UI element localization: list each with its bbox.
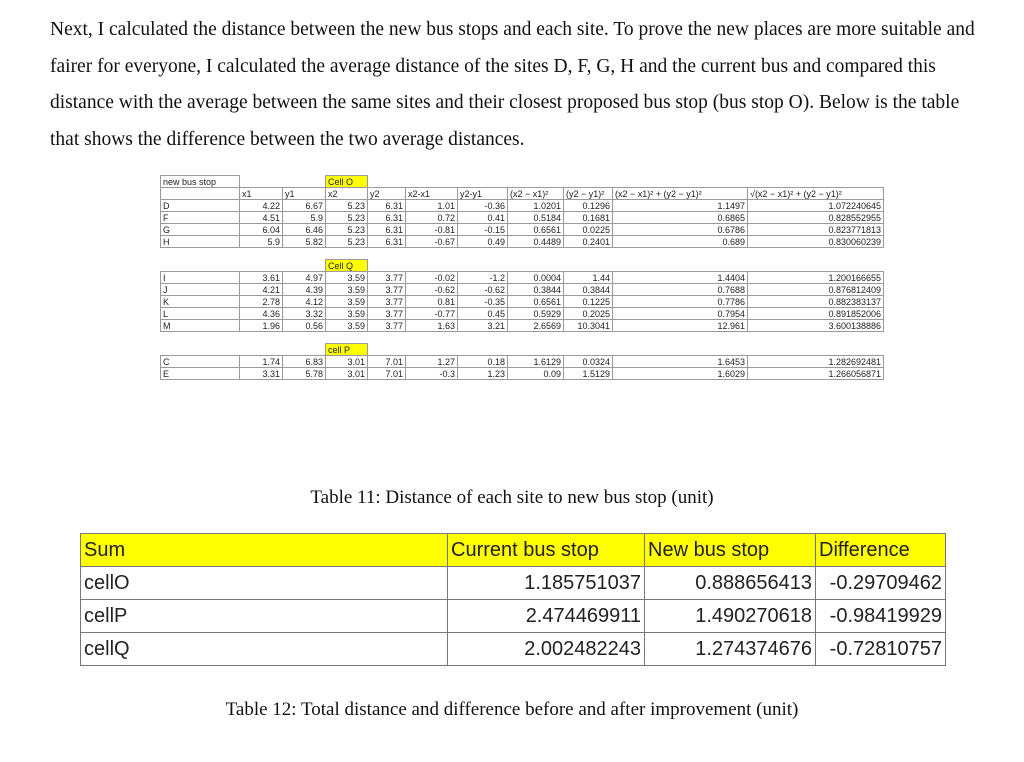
table12-caption: Table 12: Total distance and difference before and after improvement (unit) (225, 699, 799, 720)
value-cell: 1.01 (406, 200, 458, 212)
value-cell: 6.31 (368, 200, 406, 212)
table-row (81, 567, 946, 600)
value-cell: 6.31 (368, 236, 406, 248)
value-cell: 0.3844 (564, 284, 613, 296)
value-cell: 1.63 (406, 320, 458, 332)
empty-cell (240, 176, 283, 188)
empty-cell (458, 344, 508, 356)
value-cell: 1.185751037 (448, 567, 645, 600)
spacer-cell (748, 332, 884, 344)
column-header: y1 (283, 188, 326, 200)
value-cell: 1.072240645 (748, 200, 884, 212)
value-cell: 0.882383137 (748, 296, 884, 308)
spacer-cell (564, 248, 613, 260)
value-cell: 1.200166655 (748, 272, 884, 284)
empty-cell (564, 260, 613, 272)
group-label-row (161, 260, 884, 272)
empty-cell (283, 260, 326, 272)
value-cell: 1.27 (406, 356, 458, 368)
empty-cell (564, 344, 613, 356)
value-cell: 1.44 (564, 272, 613, 284)
value-cell: 0.823771813 (748, 224, 884, 236)
value-cell: 5.9 (240, 236, 283, 248)
value-cell: 4.21 (240, 284, 283, 296)
value-cell: 5.78 (283, 368, 326, 380)
site-label: M (161, 320, 240, 332)
value-cell: 4.22 (240, 200, 283, 212)
empty-cell (508, 260, 564, 272)
value-cell: 0.7688 (613, 284, 748, 296)
empty-cell (458, 260, 508, 272)
empty-cell (240, 344, 283, 356)
value-cell: 4.36 (240, 308, 283, 320)
value-cell: 0.18 (458, 356, 508, 368)
site-label: H (161, 236, 240, 248)
value-cell: 1.4404 (613, 272, 748, 284)
empty-cell (283, 344, 326, 356)
spacer-row (161, 332, 884, 344)
value-cell: 0.6561 (508, 296, 564, 308)
value-cell: 0.1681 (564, 212, 613, 224)
value-cell: 0.1225 (564, 296, 613, 308)
table-row (81, 633, 946, 666)
value-cell: 0.0004 (508, 272, 564, 284)
value-cell: 0.6865 (613, 212, 748, 224)
value-cell: -0.98419929 (816, 600, 946, 633)
spacer-cell (368, 248, 406, 260)
group-label-row (161, 344, 884, 356)
value-cell: 3.01 (326, 368, 368, 380)
value-cell: 1.74 (240, 356, 283, 368)
value-cell: -0.81 (406, 224, 458, 236)
value-cell: 0.689 (613, 236, 748, 248)
value-cell: 1.5129 (564, 368, 613, 380)
value-cell: 7.01 (368, 356, 406, 368)
spacer-cell (368, 332, 406, 344)
value-cell: 3.59 (326, 320, 368, 332)
empty-cell (368, 344, 406, 356)
value-cell: 4.12 (283, 296, 326, 308)
distance-table (160, 175, 884, 380)
group-label: Cell O (326, 176, 368, 188)
value-cell: 3.77 (368, 284, 406, 296)
value-cell: 2.474469911 (448, 600, 645, 633)
value-cell: 3.77 (368, 296, 406, 308)
value-cell: 0.6786 (613, 224, 748, 236)
value-cell: 0.888656413 (645, 567, 816, 600)
site-label: C (161, 356, 240, 368)
spacer-cell (283, 332, 326, 344)
spacer-cell (748, 248, 884, 260)
column-header: Current bus stop (448, 534, 645, 567)
column-header: y2-y1 (458, 188, 508, 200)
value-cell: 0.6561 (508, 224, 564, 236)
value-cell: 1.23 (458, 368, 508, 380)
spacer-cell (406, 332, 458, 344)
empty-cell (161, 188, 240, 200)
value-cell: 5.9 (283, 212, 326, 224)
column-header: Sum (81, 534, 448, 567)
value-cell: 12.961 (613, 320, 748, 332)
group-label: cell P (326, 344, 368, 356)
empty-cell (368, 176, 406, 188)
table-row (161, 356, 884, 368)
spacer-cell (283, 248, 326, 260)
value-cell: 1.6129 (508, 356, 564, 368)
empty-cell (613, 260, 748, 272)
column-header: New bus stop (645, 534, 816, 567)
column-header: x1 (240, 188, 283, 200)
value-cell: -0.67 (406, 236, 458, 248)
spacer-cell (240, 332, 283, 344)
empty-cell (240, 260, 283, 272)
spacer-cell (613, 248, 748, 260)
value-cell: 3.600138886 (748, 320, 884, 332)
table-row (161, 236, 884, 248)
header-row (161, 188, 884, 200)
value-cell: 1.6453 (613, 356, 748, 368)
spacer-cell (458, 332, 508, 344)
value-cell: 0.830060239 (748, 236, 884, 248)
value-cell: 3.01 (326, 356, 368, 368)
row-label: cellP (81, 600, 448, 633)
empty-cell (508, 344, 564, 356)
value-cell: 5.23 (326, 212, 368, 224)
value-cell: 0.56 (283, 320, 326, 332)
value-cell: 5.82 (283, 236, 326, 248)
empty-cell (406, 260, 458, 272)
empty-cell (406, 344, 458, 356)
table-row (161, 212, 884, 224)
empty-cell (458, 176, 508, 188)
column-header: y2 (368, 188, 406, 200)
column-header: (y2 − y1)² (564, 188, 613, 200)
row-label: cellO (81, 567, 448, 600)
table-row (161, 284, 884, 296)
table-row (161, 296, 884, 308)
value-cell: -0.62 (406, 284, 458, 296)
table-title: new bus stop (161, 176, 240, 188)
table-row (161, 368, 884, 380)
site-label: I (161, 272, 240, 284)
intro-paragraph: Next, I calculated the distance between the new bus stops and each site. To prove the new places are more suitable and fairer for everyone, I calculated the average distance of the sites D, F, G, H and the current bus and compared this distance with the average between the same sites and their closest proposed bus stop (bus stop O). Below is the table that shows the difference between the two average distances. (50, 19, 975, 150)
value-cell: -0.3 (406, 368, 458, 380)
value-cell: 2.002482243 (448, 633, 645, 666)
value-cell: -0.15 (458, 224, 508, 236)
site-label: L (161, 308, 240, 320)
table-row (161, 200, 884, 212)
site-label: J (161, 284, 240, 296)
table-row (161, 224, 884, 236)
value-cell: 3.77 (368, 320, 406, 332)
value-cell: 3.59 (326, 308, 368, 320)
empty-cell (748, 176, 884, 188)
column-header: x2 (326, 188, 368, 200)
value-cell: 0.41 (458, 212, 508, 224)
empty-cell (613, 176, 748, 188)
value-cell: 0.5184 (508, 212, 564, 224)
value-cell: 0.72 (406, 212, 458, 224)
value-cell: 6.83 (283, 356, 326, 368)
value-cell: 1.490270618 (645, 600, 816, 633)
column-header: x2-x1 (406, 188, 458, 200)
value-cell: -0.72810757 (816, 633, 946, 666)
value-cell: 2.6569 (508, 320, 564, 332)
site-label: F (161, 212, 240, 224)
value-cell: 6.04 (240, 224, 283, 236)
value-cell: 4.39 (283, 284, 326, 296)
spacer-cell (326, 248, 368, 260)
header-row (81, 534, 946, 567)
value-cell: 10.3041 (564, 320, 613, 332)
table-row (161, 320, 884, 332)
value-cell: 0.876812409 (748, 284, 884, 296)
empty-cell (508, 176, 564, 188)
empty-cell (564, 176, 613, 188)
value-cell: 2.78 (240, 296, 283, 308)
value-cell: 6.46 (283, 224, 326, 236)
table-row (161, 308, 884, 320)
value-cell: 3.59 (326, 284, 368, 296)
value-cell: 6.31 (368, 224, 406, 236)
column-header: Difference (816, 534, 946, 567)
value-cell: 6.67 (283, 200, 326, 212)
value-cell: 3.21 (458, 320, 508, 332)
value-cell: 1.282692481 (748, 356, 884, 368)
group-label-row (161, 176, 884, 188)
value-cell: 4.97 (283, 272, 326, 284)
value-cell: 5.23 (326, 200, 368, 212)
value-cell: 0.5929 (508, 308, 564, 320)
empty-cell (748, 344, 884, 356)
value-cell: 4.51 (240, 212, 283, 224)
column-header: (x2 − x1)² + (y2 − y1)² (613, 188, 748, 200)
value-cell: 0.3844 (508, 284, 564, 296)
empty-cell (748, 260, 884, 272)
value-cell: 5.23 (326, 224, 368, 236)
empty-cell (368, 260, 406, 272)
spacer-cell (508, 332, 564, 344)
value-cell: 0.7786 (613, 296, 748, 308)
value-cell: -0.02 (406, 272, 458, 284)
value-cell: 1.0201 (508, 200, 564, 212)
value-cell: 0.2025 (564, 308, 613, 320)
value-cell: 0.7954 (613, 308, 748, 320)
value-cell: -0.77 (406, 308, 458, 320)
empty-cell (161, 260, 240, 272)
value-cell: 3.77 (368, 308, 406, 320)
value-cell: 3.77 (368, 272, 406, 284)
spacer-cell (161, 332, 240, 344)
site-label: K (161, 296, 240, 308)
value-cell: -0.36 (458, 200, 508, 212)
spacer-cell (326, 332, 368, 344)
site-label: E (161, 368, 240, 380)
table-row (161, 272, 884, 284)
empty-cell (613, 344, 748, 356)
value-cell: 0.4489 (508, 236, 564, 248)
value-cell: -0.62 (458, 284, 508, 296)
value-cell: 3.32 (283, 308, 326, 320)
empty-cell (161, 344, 240, 356)
value-cell: 3.61 (240, 272, 283, 284)
value-cell: 1.1497 (613, 200, 748, 212)
value-cell: -0.29709462 (816, 567, 946, 600)
group-label: Cell Q (326, 260, 368, 272)
value-cell: 1.274374676 (645, 633, 816, 666)
spacer-cell (564, 332, 613, 344)
value-cell: 1.96 (240, 320, 283, 332)
value-cell: 3.31 (240, 368, 283, 380)
value-cell: 6.31 (368, 212, 406, 224)
value-cell: 0.828552955 (748, 212, 884, 224)
empty-cell (406, 176, 458, 188)
spacer-cell (613, 332, 748, 344)
value-cell: 0.0324 (564, 356, 613, 368)
value-cell: 0.09 (508, 368, 564, 380)
value-cell: 1.266056871 (748, 368, 884, 380)
value-cell: 0.81 (406, 296, 458, 308)
site-label: G (161, 224, 240, 236)
spacer-cell (161, 248, 240, 260)
value-cell: -0.35 (458, 296, 508, 308)
column-header: (x2 − x1)² (508, 188, 564, 200)
value-cell: 0.0225 (564, 224, 613, 236)
table-row (81, 600, 946, 633)
table11-caption: Table 11: Distance of each site to new bus stop (unit) (310, 487, 714, 508)
value-cell: 0.45 (458, 308, 508, 320)
empty-cell (283, 176, 326, 188)
spacer-cell (458, 248, 508, 260)
row-label: cellQ (81, 633, 448, 666)
column-header: √(x2 − x1)² + (y2 − y1)² (748, 188, 884, 200)
spacer-cell (406, 248, 458, 260)
spacer-row (161, 248, 884, 260)
value-cell: 0.49 (458, 236, 508, 248)
value-cell: 3.59 (326, 272, 368, 284)
value-cell: 1.6029 (613, 368, 748, 380)
value-cell: 5.23 (326, 236, 368, 248)
value-cell: 7.01 (368, 368, 406, 380)
value-cell: 0.1296 (564, 200, 613, 212)
value-cell: 0.891852006 (748, 308, 884, 320)
spacer-cell (240, 248, 283, 260)
value-cell: -1.2 (458, 272, 508, 284)
summary-table (80, 533, 946, 666)
value-cell: 3.59 (326, 296, 368, 308)
value-cell: 0.2401 (564, 236, 613, 248)
site-label: D (161, 200, 240, 212)
spacer-cell (508, 248, 564, 260)
